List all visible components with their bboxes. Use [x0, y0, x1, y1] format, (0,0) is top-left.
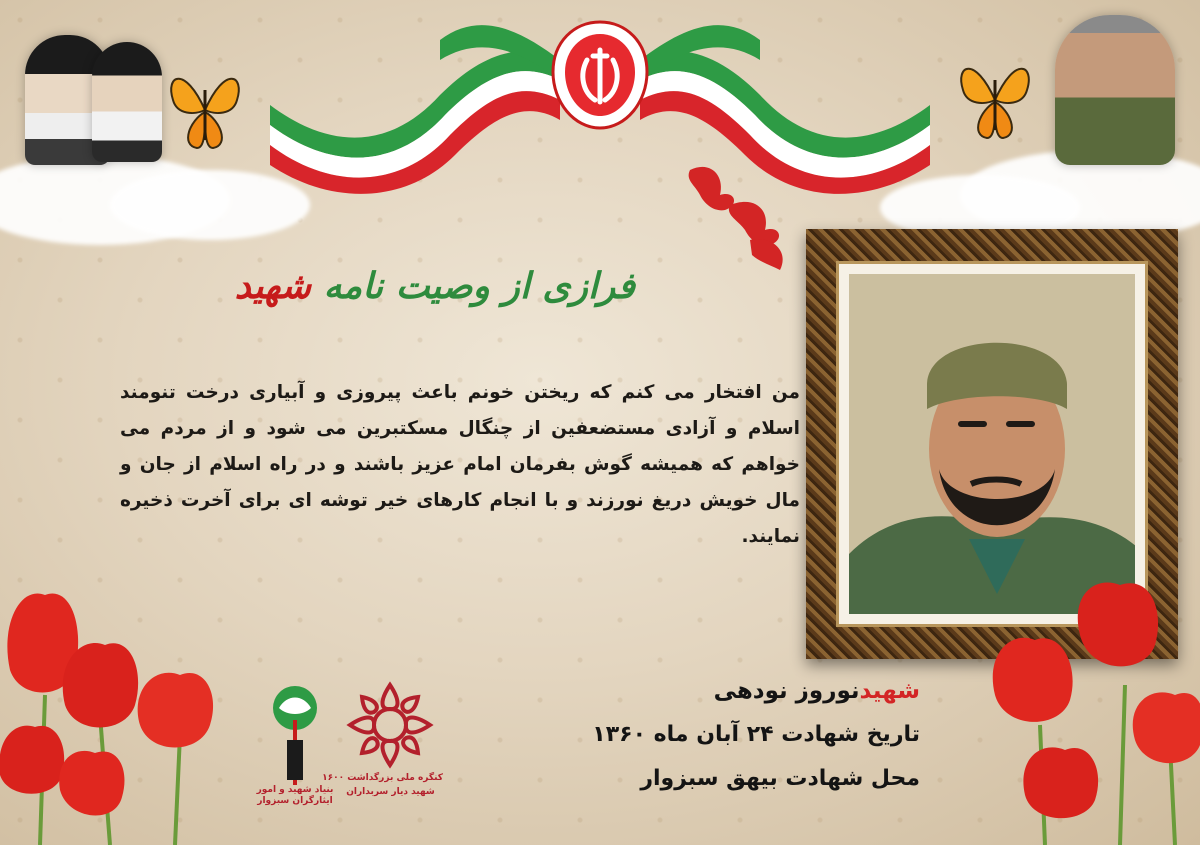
congress-logo: [345, 680, 435, 770]
congress-text-1: کنگره ملی بزرگداشت ۱۶۰۰: [322, 773, 443, 783]
martyr-photo: [849, 274, 1135, 614]
martyr-name: نوروز نودهی: [713, 678, 860, 704]
will-excerpt: من افتخار می کنم که ریختن خونم باعث پیروزی و آبیاری درخت تنومند اسلام و آزادی مستضعفین از چنگال مسکتبرین می شود و از مردم می خواهم که همیشه گوش بفرمان امام عزیز باشند و در راه اسلام از جان و مال خویش دریغ نورزند و با انجام کارهای خیر توشه ای برای آخرت ذخیره نمایند.: [120, 382, 800, 547]
butterfly-icon-right: [955, 50, 1035, 145]
martyrdom-place: محل شهادت بیهق سبزوار: [640, 766, 920, 791]
martyr-photo-drawing: [849, 274, 1135, 614]
martyr-prefix: شهید: [859, 678, 920, 704]
martyrdom-date: تاریخ شهادت ۲۴ آبان ماه ۱۳۶۰: [592, 722, 920, 747]
bonyad-shahid-text: بنیاد شهید و امور ایثارگران سبزوار: [256, 785, 334, 806]
title-text: [235, 265, 635, 307]
commander-portrait: [1055, 15, 1175, 165]
frame-mat: [836, 261, 1148, 627]
iran-emblem-icon: [551, 20, 649, 130]
leader-portrait-right: [92, 42, 162, 162]
poster-title: [234, 255, 635, 335]
tulip-icon: [0, 575, 220, 845]
tulip-icon-right: [985, 575, 1200, 845]
dove-icon: [680, 150, 810, 275]
martyr-name-line: [714, 678, 920, 704]
bonyad-shahid-logo: [265, 680, 325, 795]
butterfly-icon: [165, 60, 245, 155]
congress-text-2: شهید دیار سربداران: [346, 787, 435, 797]
title-part2: شهید: [234, 265, 312, 307]
title-part1: فرازی از وصیت نامه: [311, 265, 635, 307]
